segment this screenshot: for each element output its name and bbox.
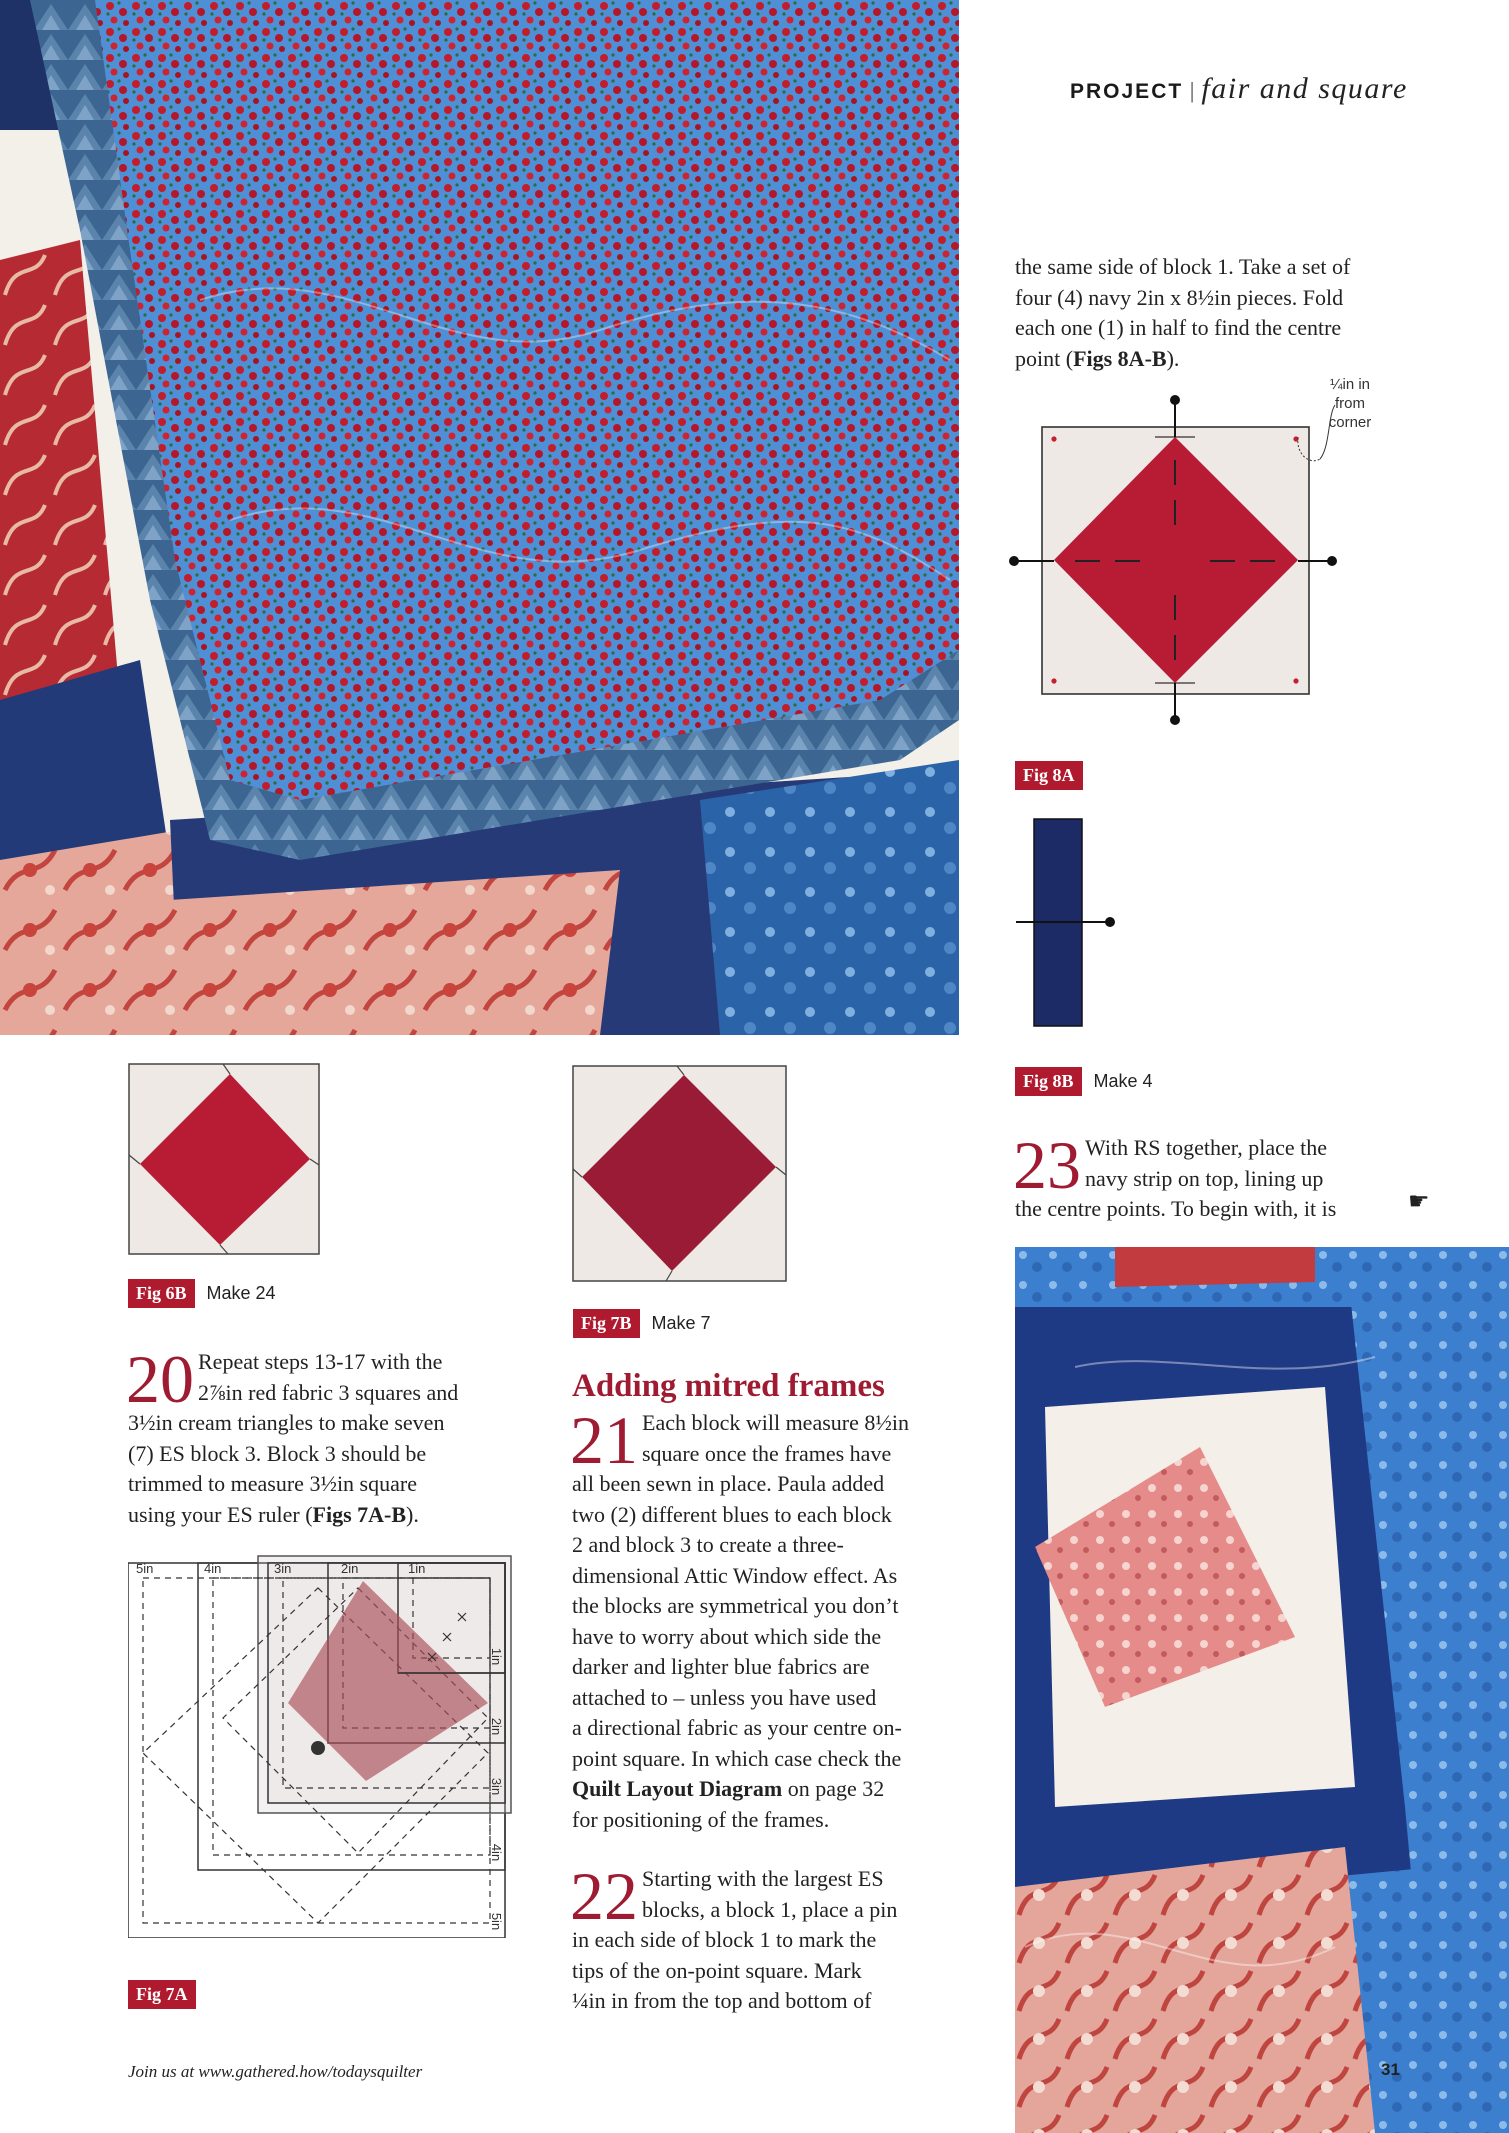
fig7a-label-2in: 2in	[341, 1561, 359, 1576]
fig7b-caption: Make 7	[651, 1313, 711, 1333]
step-number: 21	[570, 1402, 638, 1478]
page-number: 31	[1381, 2060, 1400, 2079]
step-number: 20	[126, 1341, 194, 1417]
fig7a-diagram	[128, 1553, 516, 1938]
intro-line: four (4) navy 2in x 8½in pieces. Fold	[1015, 284, 1344, 310]
fig8a-diagram	[1000, 375, 1380, 735]
step-21: 21 Each block will measure 8½in square once the frames have all been sewn in place. Paula added two (2) different blues to each block 2 and block 3 to create a three- dimensional Attic Window effect. As the blocks are symmetrical you don’t have to worry about which side the darker and lighter blue fabrics are attached to – unless you have used a directional fabric as your centre on- point square. In which case check the Quilt Layout Diagram on page 32 for positioning of the frames.	[570, 1402, 909, 1832]
header-title: fair and square	[1201, 72, 1408, 105]
intro-line: the same side of block 1. Take a set of	[1015, 254, 1351, 279]
fig7b-diagram	[572, 1065, 788, 1283]
step-22: 22 Starting with the largest ES blocks, a block 1, place a pin in each side of block 1 to mark the tips of the on-point square. Mark ¼in in from the top and bottom of	[570, 1858, 898, 2013]
fig6b-tag: Fig 6B	[128, 1279, 195, 1308]
fig8b-caption: Make 4	[1093, 1071, 1153, 1091]
fig6b-label	[128, 1279, 276, 1308]
fig8a-annotation: ¼in in from corner	[1328, 376, 1372, 431]
step-20: 20 Repeat steps 13-17 with the 2⅞in red fabric 3 squares and 3½in cream triangles to make seven (7) ES block 3. Block 3 should be trimmed to measure 3½in square using your ES ruler (Figs 7A-B).	[126, 1341, 459, 1527]
fig7a-label	[128, 1980, 196, 2009]
fig8b-label	[1015, 1067, 1153, 1096]
fig7a-side-5in: 5in	[489, 1912, 505, 1931]
step-number: 23	[1013, 1127, 1081, 1203]
fig7a-label-4in: 4in	[204, 1561, 222, 1576]
col3-intro-text	[1015, 252, 1455, 374]
fig7a-label-3in: 3in	[274, 1561, 292, 1576]
fig7b-label	[573, 1309, 711, 1338]
fig7b-tag: Fig 7B	[573, 1309, 640, 1338]
fig8a-tag: Fig 8A	[1015, 761, 1083, 790]
intro-line: point (Figs 8A-B).	[1015, 345, 1180, 371]
footer-website: Join us at www.gathered.how/todaysquilter	[128, 2062, 423, 2081]
fig7a-side-3in: 3in	[489, 1777, 505, 1796]
running-header	[1070, 72, 1408, 106]
fig7a-side-2in: 2in	[489, 1717, 505, 1736]
step-number: 22	[570, 1858, 638, 1934]
fig7a-tag: Fig 7A	[128, 1980, 196, 2009]
quilt-photo-bottom	[1015, 1247, 1509, 2133]
fig7a-side-1in: 1in	[489, 1647, 505, 1666]
header-separator: |	[1189, 78, 1196, 103]
fig6b-caption: Make 24	[206, 1283, 276, 1303]
section-heading: Adding mitred frames	[572, 1368, 885, 1404]
fig7a-label-1in: 1in	[408, 1561, 426, 1576]
fig7a-label-5in: 5in	[136, 1561, 154, 1576]
header-project: PROJECT	[1070, 80, 1184, 103]
step-23: 23 With RS together, place the navy strip on top, lining up the centre points. To begin with, it is	[1013, 1127, 1337, 1221]
fig7a-side-4in: 4in	[489, 1843, 505, 1862]
fig8b-tag: Fig 8B	[1015, 1067, 1082, 1096]
fig6b-diagram	[128, 1063, 321, 1256]
fig8a-label	[1015, 761, 1083, 790]
fig7a-side-labels	[128, 1553, 516, 1938]
quilt-photo-top	[0, 0, 959, 1035]
fig8b-diagram	[1010, 815, 1130, 1030]
intro-line: each one (1) in half to find the centre	[1015, 315, 1342, 340]
continue-hand-icon: ☛	[1408, 1187, 1430, 1215]
